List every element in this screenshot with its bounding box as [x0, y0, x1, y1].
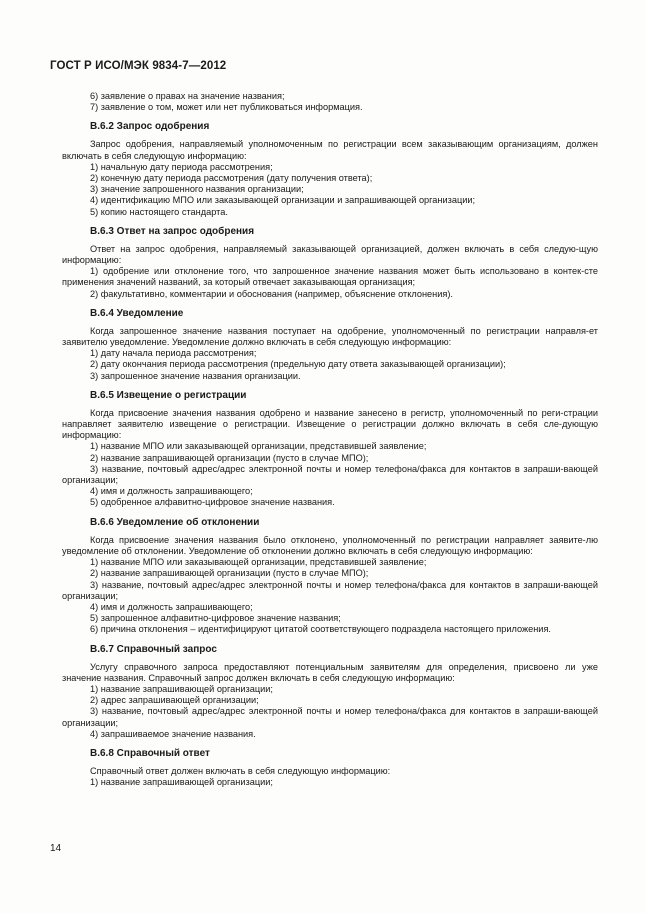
section-intro: Справочный ответ должен включать в себя следующую информацию: [90, 765, 391, 776]
section-heading: В.6.5 Извещение о регистрации [90, 389, 247, 401]
section-b-6-5 [62, 390, 598, 509]
top-list [62, 91, 598, 113]
list-item: 2) конечную дату периода рассмотрения (дату получения ответа); [90, 173, 373, 184]
list-item: 5) копию настоящего стандарта. [90, 206, 228, 217]
list-item: 4) запрашиваемое значение названия. [90, 728, 256, 739]
list-item: 5) одобренное алфавитно-цифровое значение названия. [90, 497, 335, 508]
list-item: 1) название запрашивающей организации; [90, 683, 273, 694]
list-item: 6) заявление о правах на значение названия; [90, 91, 285, 101]
list-item: 3) название, почтовый адрес/адрес электронной почты и номер телефона/факса для контактов в запраши-вающей организации; [62, 463, 598, 486]
list-item: 1) название запрашивающей организации; [90, 777, 273, 788]
section-heading: В.6.6 Уведомление об отклонении [90, 516, 260, 528]
section-b-6-7 [62, 644, 598, 740]
list-item: 3) название, почтовый адрес/адрес электронной почты и номер телефона/факса для контактов в запраши-вающей организации; [62, 706, 598, 728]
section-intro: Ответ на запрос одобрения, направляемый заказывающей организацией, должен включать в себя следую-щую информацию: [62, 243, 598, 266]
list-item: 4) имя и должность запрашивающего; [90, 486, 253, 497]
section-b-6-2 [62, 121, 598, 217]
list-item: 2) адрес запрашивающей организации; [90, 695, 259, 706]
document-header: ГОСТ Р ИСО/МЭК 9834-7—2012 [50, 60, 227, 72]
section-intro: Запрос одобрения, направляемый уполномоченным по регистрации всем заказывающим организациям, должен включать в себя следующую информацию: [62, 139, 598, 161]
section-heading: В.6.2 Запрос одобрения [90, 121, 210, 133]
section-b-6-6 [62, 517, 598, 636]
section-b-6-4 [62, 308, 598, 382]
list-item: 4) идентификацию МПО или заказывающей организации и запрашивающей организации; [90, 195, 476, 206]
list-item: 1) одобрение или отклонение того, что запрошенное значение названия может быть использовано в контек-сте применения значений названий, за который отвечает заказывающая организация; [62, 266, 598, 288]
section-heading: В.6.7 Справочный запрос [90, 643, 217, 655]
section-intro: Когда присвоение значения названия было отклонено, уполномоченный по регистрации направляет заявите-лю уведомление об отклонении. Уведомление об отклонении должно включать в себя следующую информацию: [62, 534, 598, 556]
list-item: 1) название МПО или заказывающей организации, представившей заявление; [90, 557, 427, 568]
list-item: 5) запрошенное алфавитно-цифровое значение названия; [90, 613, 341, 624]
list-item: 1) дату начала периода рассмотрения; [90, 348, 257, 359]
list-item: 3) значение запрошенного названия организации; [90, 184, 304, 195]
list-item: 3) запрошенное значение названия организации. [90, 370, 301, 381]
list-item: 1) название МПО или заказывающей организации, представившей заявление; [90, 441, 427, 452]
section-intro: Услугу справочного запроса предоставляют потенциальным заявителям для определения, присвоено ли уже значение названия. Справочный запрос должен включать в себя следующую информацию: [62, 661, 598, 683]
section-intro: Когда запрошенное значение названия поступает на одобрение, уполномоченный по регистрации направля-ет заявителю уведомление. Уведомление должно включать в себя следующую информацию: [62, 325, 598, 348]
list-item: 2) название запрашивающей организации (пусто в случае МПО); [90, 568, 369, 579]
section-b-6-8 [62, 748, 598, 788]
section-heading: В.6.3 Ответ на запрос одобрения [90, 225, 255, 237]
page-number: 14 [50, 843, 62, 854]
list-item: 6) причина отклонения – идентифицируют цитатой соответствующего подраздела настоящего приложения. [90, 624, 551, 635]
section-b-6-3 [62, 226, 598, 300]
list-item: 2) факультативно, комментарии и обоснования (например, объяснение отклонения). [90, 288, 453, 299]
list-item: 3) название, почтовый адрес/адрес электронной почты и номер телефона/факса для контактов в запраши-вающей организации; [62, 579, 598, 601]
document-body [62, 91, 598, 788]
list-item: 7) заявление о том, может или нет публиковаться информация. [90, 102, 363, 113]
list-item: 1) начальную дату периода рассмотрения; [90, 161, 273, 172]
list-item: 2) дату окончания периода рассмотрения (предельную дату ответа заказывающей организации); [90, 359, 506, 370]
section-heading: В.6.4 Уведомление [90, 307, 184, 319]
section-intro: Когда присвоение значения названия одобрено и название занесено в регистр, уполномоченный по реги-страции направляет заявителю извещение о регистрации. Извещение о регистрации должно включать в себя сле-дующую информацию: [62, 407, 598, 441]
section-heading: В.6.8 Справочный ответ [90, 747, 210, 759]
list-item: 2) название запрашивающей организации (пусто в случае МПО); [90, 452, 369, 463]
list-item: 4) имя и должность запрашивающего; [90, 601, 253, 612]
